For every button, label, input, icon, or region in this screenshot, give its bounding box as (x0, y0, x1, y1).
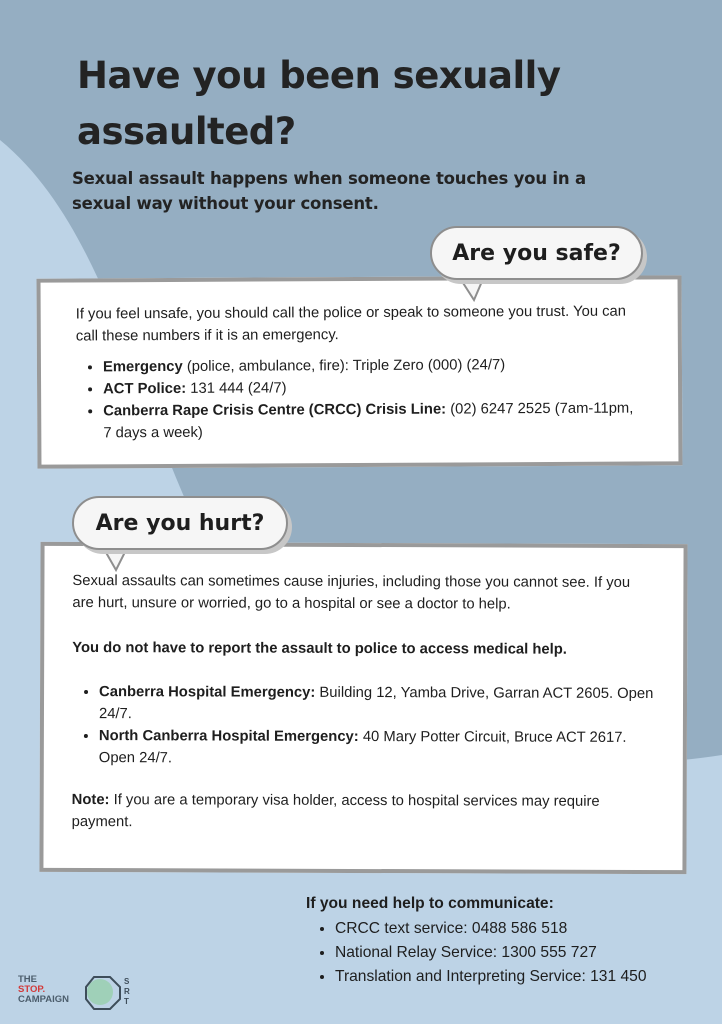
note-text: If you are a temporary visa holder, access to hospital services may require payment. (71, 792, 600, 831)
list-item (103, 398, 643, 445)
communication-list (306, 917, 706, 989)
item-text: 40 Mary Potter Circuit, Bruce ACT 2617. Open 24/7. (98, 728, 627, 767)
safe-heading-bubble (430, 226, 643, 280)
list-item: • National Relay Service: 1300 555 727 (335, 941, 706, 965)
item-text: (police, ambulance, fire): Triple Zero (000) (24/7) (182, 357, 506, 375)
page-title: Have you been sexually assaulted? (77, 54, 561, 153)
item-text: (02) 6247 2525 (7am-11pm, 7 days a week) (103, 400, 634, 442)
logo-letter: T (124, 997, 129, 1006)
list-item: • Translation and Interpreting Service: 131 450 (335, 965, 706, 989)
note-label: Note: (71, 791, 110, 809)
hurt-heading-bubble (72, 496, 288, 550)
item-text: 131 444 (24/7) (186, 380, 287, 397)
logo-letter: S (124, 977, 130, 986)
srt-letters (124, 977, 130, 1007)
list-item (103, 354, 643, 379)
list-item (99, 681, 659, 727)
hurt-emphasis (72, 637, 662, 661)
hurt-heading: Are you hurt? (95, 510, 265, 536)
hurt-emphasis-text: You do not have to report the assault to police to access medical help. (72, 639, 567, 658)
safe-intro: If you feel unsafe, you should call the police or speak to someone you trust. You can call these numbers if it is an emergency. (75, 303, 627, 345)
item-label: Canberra Rape Crisis Centre (CRCC) Crisis Line: (103, 401, 447, 420)
logo-line: STOP. (18, 984, 46, 995)
safe-heading: Are you safe? (452, 240, 621, 266)
item-label: ACT Police: (103, 380, 187, 398)
visa-note (72, 789, 652, 835)
item-text: Building 12, Yamba Drive, Garran ACT 2605. Open 24/7. (98, 684, 654, 723)
communication-help (306, 893, 706, 989)
list-item: • CRCC text service: 0488 586 518 (335, 917, 706, 941)
list-item (103, 376, 643, 401)
hurt-intro: Sexual assaults can sometimes cause injuries, including those you cannot see. If you are hurt, unsure or worried, go to a hospital or see a doctor to help. (72, 572, 631, 613)
page-subtitle: Sexual assault happens when someone touches you in a sexual way without your consent. (72, 169, 586, 213)
item-label: North Canberra Hospital Emergency: (98, 728, 359, 745)
list-item (99, 725, 659, 771)
safe-list (77, 354, 643, 445)
logo-line: THE (18, 974, 37, 985)
safe-card (37, 275, 683, 468)
item-label: Canberra Hospital Emergency: (99, 684, 316, 701)
stop-campaign-logo (18, 975, 69, 1005)
logo-line: CAMPAIGN (18, 994, 70, 1005)
item-label: Emergency (102, 358, 183, 376)
logo-letter: R (124, 987, 130, 996)
hospital-list (73, 681, 659, 771)
communication-title: If you need help to communicate: (306, 895, 554, 912)
hurt-card (39, 542, 687, 874)
